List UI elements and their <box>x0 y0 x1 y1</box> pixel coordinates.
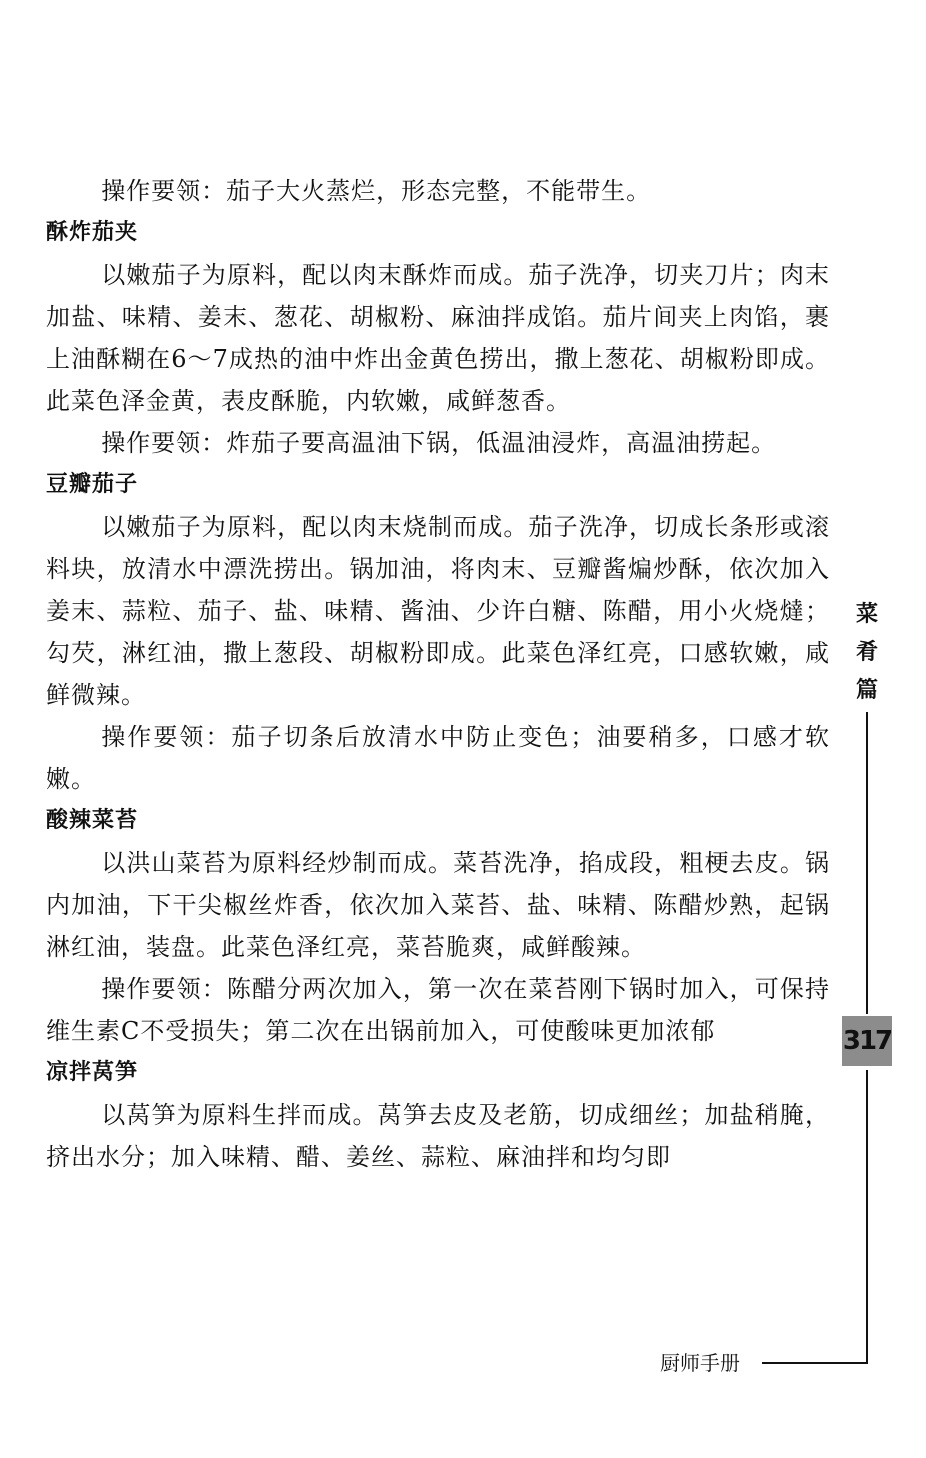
paragraph: 以嫩茄子为原料，配以肉末酥炸而成。茄子洗净，切夹刀片；肉末加盐、味精、姜末、葱花、胡椒粉、麻油拌成馅。茄片间夹上肉馅，裹上油酥糊在6～7成热的油中炸出金黄色捞出，撒上葱花、胡椒粉即成。此菜色泽金黄，表皮酥脆，内软嫩，咸鲜葱香。 <box>46 261 830 415</box>
sidebar-rule-bottom <box>866 1070 868 1362</box>
page-number: 317 <box>842 1016 892 1066</box>
recipe-title: 酸辣菜苔 <box>46 808 139 833</box>
paragraph: 操作要领：陈醋分两次加入，第一次在菜苔刚下锅时加入，可保持维生素C不受损失；第二次在出锅前加入，可使酸味更加浓郁 <box>46 975 830 1045</box>
footer-rule <box>762 1362 868 1364</box>
paragraph: 以莴笋为原料生拌而成。莴笋去皮及老筋，切成细丝；加盐稍腌，挤出水分；加入味精、醋、姜丝、蒜粒、麻油拌和均匀即 <box>46 1101 830 1171</box>
recipe-title: 豆瓣茄子 <box>46 472 139 497</box>
chapter-char: 篇 <box>855 678 878 703</box>
paragraph: 操作要领：茄子切条后放清水中防止变色；油要稍多，口感才软嫩。 <box>46 723 830 793</box>
chapter-label <box>852 596 882 710</box>
paragraph: 操作要领：炸茄子要高温油下锅，低温油浸炸，高温油捞起。 <box>101 429 777 457</box>
chapter-char: 菜 <box>855 602 878 627</box>
page-content <box>46 170 830 1178</box>
recipe-title: 凉拌莴笋 <box>46 1060 139 1085</box>
recipe-title: 酥炸茄夹 <box>46 220 139 245</box>
sidebar-rule-top <box>866 712 868 1014</box>
chapter-char: 肴 <box>855 640 878 665</box>
running-footer-title: 厨师手册 <box>660 1351 740 1375</box>
paragraph: 操作要领：茄子大火蒸烂，形态完整，不能带生。 <box>101 177 652 205</box>
paragraph: 以洪山菜苔为原料经炒制而成。菜苔洗净，掐成段，粗梗去皮。锅内加油，下干尖椒丝炸香，依次加入菜苔、盐、味精、陈醋炒熟，起锅淋红油，装盘。此菜色泽红亮，菜苔脆爽，咸鲜酸辣。 <box>46 849 830 961</box>
paragraph: 以嫩茄子为原料，配以肉末烧制而成。茄子洗净，切成长条形或滚料块，放清水中漂洗捞出。锅加油，将肉末、豆瓣酱煸炒酥，依次加入姜末、蒜粒、茄子、盐、味精、酱油、少许白糖、陈醋，用小火烧燵；勾芡，淋红油，撒上葱段、胡椒粉即成。此菜色泽红亮，口感软嫩，咸鲜微辣。 <box>46 513 830 709</box>
